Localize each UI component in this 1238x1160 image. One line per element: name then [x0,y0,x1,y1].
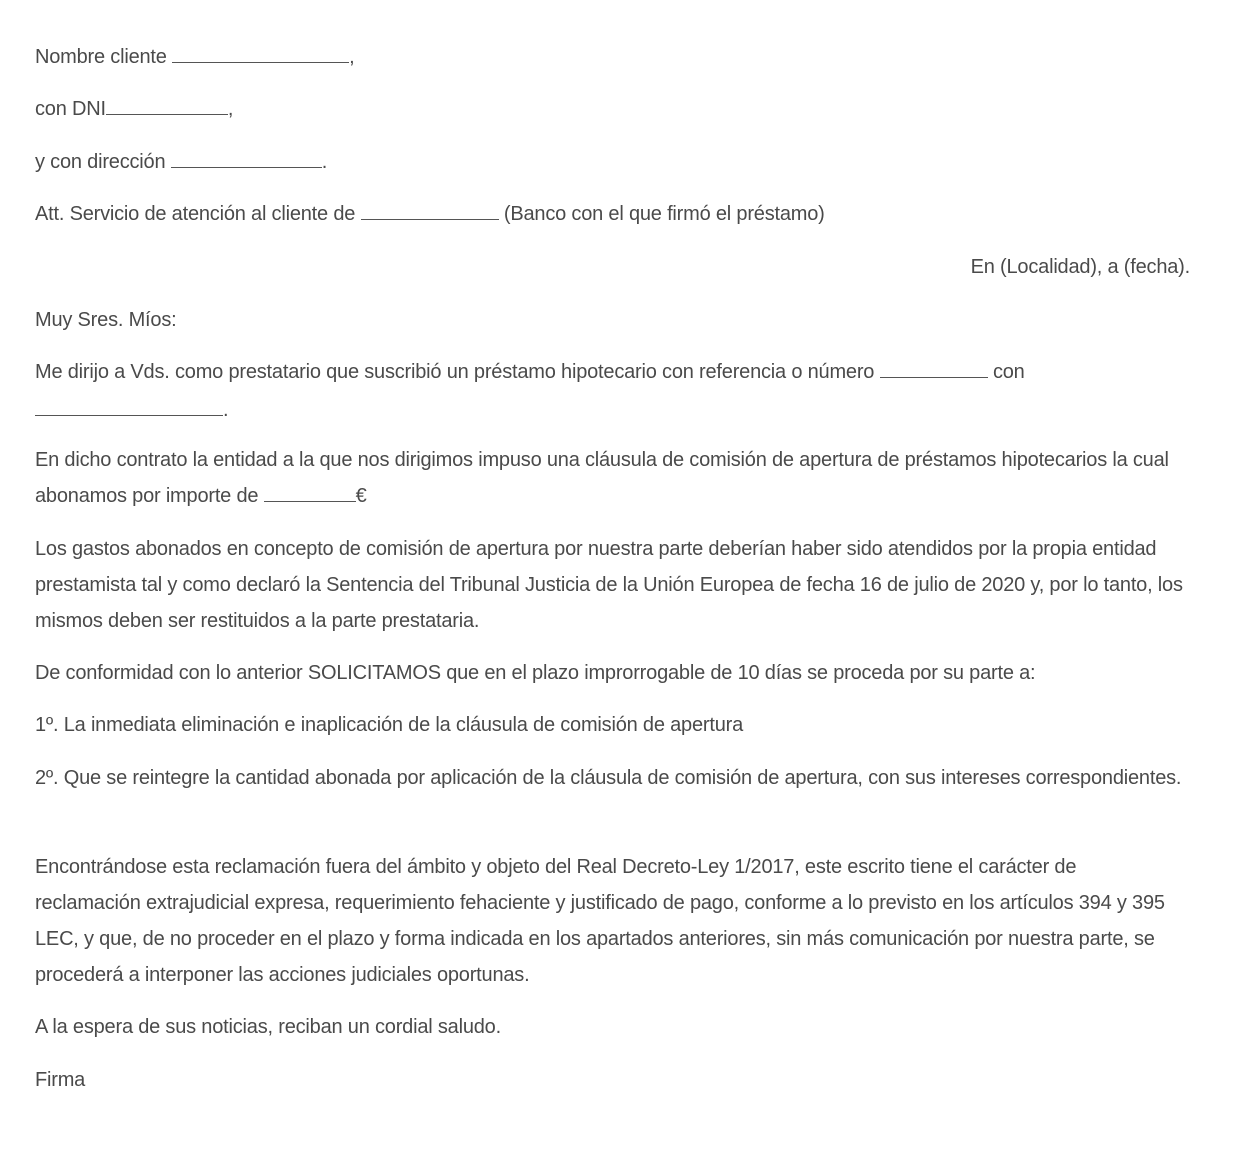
address-label: y con dirección [35,151,166,173]
address-suffix: . [321,151,328,173]
place-date: En (Localidad), a (fecha). [970,256,1190,278]
contract-paragraph [35,442,1185,514]
signature-label: Firma [35,1069,86,1091]
attention-label: Att. Servicio de atención al cliente de [35,203,356,225]
contract-text: En dicho contrato la entidad a la que nos dirigimos impuso una cláusula de comisión de apertura de préstamos hipotecarios la cual abonamos por importe de [35,449,1169,507]
intro-suffix: . [223,399,229,421]
bank-blank [361,202,499,220]
dni-suffix: , [227,98,234,120]
currency-symbol: € [355,485,367,507]
intro-text: Me dirijo a Vds. como prestatario que suscribió un préstamo hipotecario con referencia o número [35,361,875,383]
client-name-label: Nombre cliente [35,46,167,68]
client-name-suffix: , [349,46,355,68]
request-item-2: 2º. Que se reintegre la cantidad abonada por aplicación de la cláusula de comisión de apertura, con sus intereses correspondientes. [35,767,1182,789]
attention-suffix: (Banco con el que firmó el préstamo) [503,203,825,225]
amount-blank [264,484,356,502]
attention-line [35,202,825,226]
request-item-1: 1º. La inmediata eliminación e inaplicación de la cláusula de comisión de apertura [35,714,744,736]
intro-line-2 [35,398,228,422]
address-line [35,150,327,174]
loan-reference-blank [880,360,988,378]
salutation: Muy Sres. Míos: [35,309,177,331]
dni-label: con DNI [35,98,106,120]
dni-blank [106,97,228,115]
intro-line-1 [35,360,1025,384]
client-name-line [35,45,354,69]
address-blank [171,150,322,168]
intro-con: con [992,361,1025,383]
request-paragraph: De conformidad con lo anterior SOLICITAMOS que en el plazo improrrogable de 10 días se proceda por su parte a: [35,662,1036,684]
loan-detail-blank [35,398,223,416]
expenses-paragraph: Los gastos abonados en concepto de comisión de apertura por nuestra parte deberían haber sido atendidos por la propia entidad prestamista tal y como declaró la Sentencia del Tribunal Justicia de la Unión Europea de fecha 16 de julio de 2020 y, por lo tanto, los mismos deben ser restituidos a la parte prestataria. [35,538,1183,632]
dni-line [35,97,233,121]
client-name-blank [172,45,349,63]
closing: A la espera de sus noticias, reciban un cordial saludo. [35,1016,501,1038]
legal-paragraph: Encontrándose esta reclamación fuera del ámbito y objeto del Real Decreto-Ley 1/2017, este escrito tiene el carácter de reclamación extrajudicial expresa, requerimiento fehaciente y justificado de pago, conforme a lo previsto en los artículos 394 y 395 LEC, y que, de no proceder en el plazo y forma indicada en los apartados anteriores, sin más comunicación por nuestra parte, se procederá a interponer las acciones judiciales oportunas. [35,856,1165,986]
